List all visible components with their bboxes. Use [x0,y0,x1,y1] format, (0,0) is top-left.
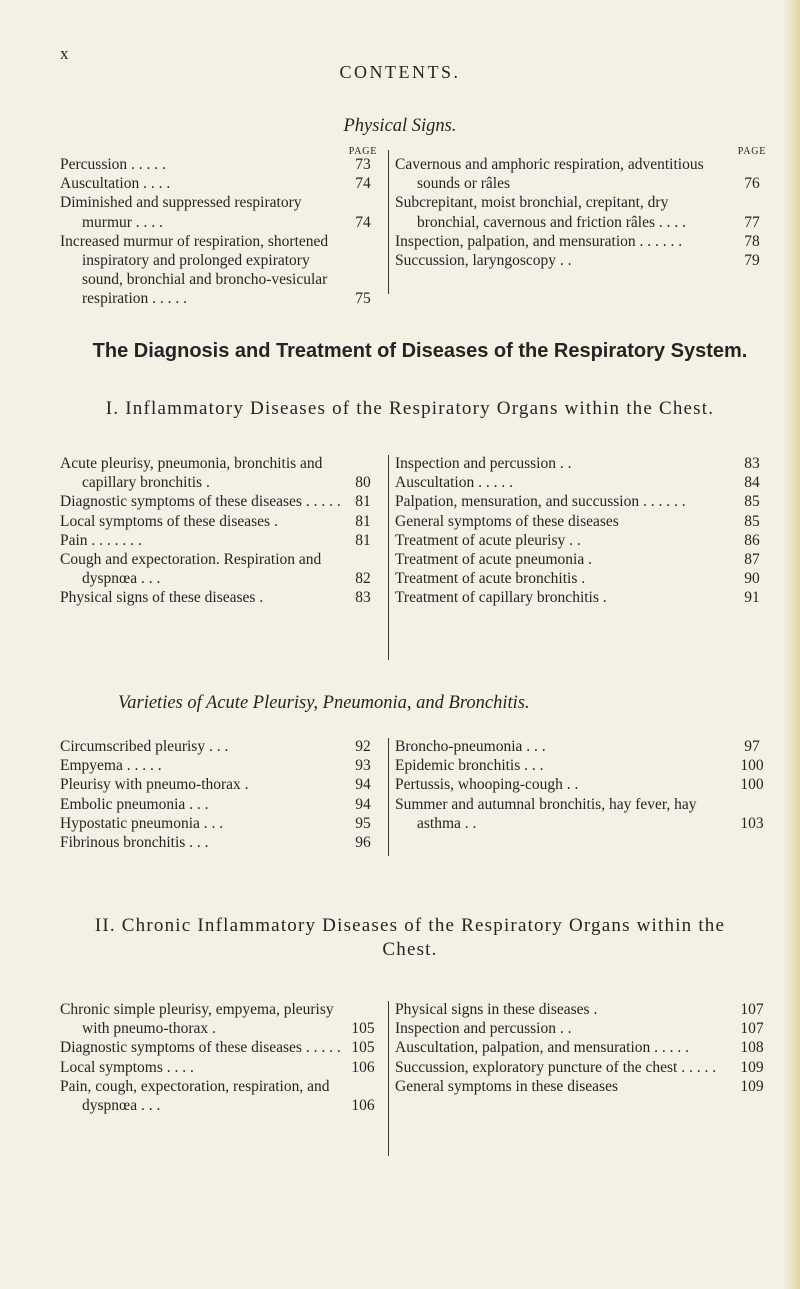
physical-signs-right-column [395,142,772,270]
page-number: 82 [355,570,371,588]
page-number: 86 [744,531,760,549]
page-number: 83 [355,589,371,607]
page-column-label: PAGE [737,146,767,157]
column-divider [388,455,389,660]
toc-entry[interactable]: Succussion, exploratory puncture of the chest . . . . . 109 [395,1058,772,1077]
toc-entry[interactable]: Percussion . . . . . 73 [60,155,383,174]
page-number: 80 [355,474,371,492]
toc-entry[interactable]: Epidemic bronchitis . . . 100 [395,756,772,775]
toc-entry[interactable]: Increased murmur of respiration, shortened inspiratory and prolonged expiratory sound, bronchial and broncho-vesicular respiration . . . . . 75 [60,232,383,309]
toc-entry[interactable]: Diagnostic symptoms of these diseases . . . . . 105 [60,1038,383,1057]
toc-entry[interactable]: Treatment of acute pneumonia . 87 [395,550,772,569]
page-number: 85 [744,493,760,511]
varieties-right-column [395,737,772,833]
page-number: 100 [740,776,764,794]
toc-entry[interactable]: Inspection and percussion . . 107 [395,1019,772,1038]
page-number: 106 [351,1058,375,1076]
page-number: 75 [355,290,371,308]
toc-entry[interactable]: Pertussis, whooping-cough . . 100 [395,775,772,794]
column-divider [388,1001,389,1156]
page-number: 107 [740,1001,764,1018]
running-title: CONTENTS. [339,62,461,82]
page-number: 77 [744,213,760,231]
page-folio: x [60,44,69,63]
page-number: 94 [355,795,371,813]
part-one-heading: I. Inflammatory Diseases of the Respiratory Organs within the Chest. [105,398,715,419]
page-number: 95 [355,814,371,832]
part-one-left-column [60,454,383,608]
page-number: 74 [355,213,371,231]
page-number: 107 [740,1020,764,1038]
physical-signs-title: Physical Signs. [343,116,457,136]
toc-entry[interactable]: Auscultation . . . . 74 [60,174,383,193]
toc-entry[interactable]: Physical signs of these diseases . 83 [60,588,383,607]
toc-entry[interactable]: Inspection, palpation, and mensuration . . . . . . 78 [395,232,772,251]
toc-entry[interactable]: Diminished and suppressed respiratory murmur . . . . 74 [60,193,383,231]
page-number: 90 [744,570,760,588]
page-number: 81 [355,531,371,549]
main-heading: The Diagnosis and Treatment of Diseases of the Respiratory System. [92,340,748,362]
toc-entry[interactable]: Chronic simple pleurisy, empyema, pleurisy with pneumo-thorax . 105 [60,1000,383,1038]
toc-entry[interactable]: Pain . . . . . . . 81 [60,531,383,550]
page-number: 109 [740,1077,764,1095]
page-number: 81 [355,493,371,511]
page-number: 81 [355,512,371,530]
varieties-title: Varieties of Acute Pleurisy, Pneumonia, and Bronchitis. [118,693,530,713]
toc-entry[interactable]: Physical signs in these diseases . 107 [395,1000,772,1019]
toc-entry[interactable]: Palpation, mensuration, and succussion . . . . . . 85 [395,492,772,511]
page-number: 96 [355,834,371,852]
toc-entry[interactable]: Auscultation, palpation, and mensuration . . . . . 108 [395,1038,772,1057]
toc-entry[interactable]: Diagnostic symptoms of these diseases . . . . . 81 [60,492,383,511]
page-number: 91 [744,589,760,607]
page-number: 84 [744,474,760,492]
toc-entry[interactable]: Succussion, laryngoscopy . . 79 [395,251,772,270]
page-number: 83 [744,455,760,472]
page-number: 85 [744,512,760,530]
part-two-right-column [395,1000,772,1096]
toc-entry[interactable]: Hypostatic pneumonia . . . 95 [60,814,383,833]
page-number: 106 [351,1097,375,1115]
page-number: 94 [355,776,371,794]
toc-entry[interactable]: Local symptoms . . . . 106 [60,1058,383,1077]
page-number: 87 [744,551,760,569]
column-divider [388,738,389,856]
toc-entry[interactable]: Acute pleurisy, pneumonia, bronchitis and capillary bronchitis . 80 [60,454,383,492]
physical-signs-left-column [60,142,383,309]
toc-entry[interactable]: Cough and expectoration. Respiration and dyspnœa . . . 82 [60,550,383,588]
toc-entry[interactable]: Broncho-pneumonia . . . 97 [395,737,772,756]
toc-entry[interactable]: Pain, cough, expectoration, respiration, and dyspnœa . . . 106 [60,1077,383,1115]
varieties-left-column [60,737,383,852]
page-number: 76 [744,175,760,193]
toc-entry[interactable]: Auscultation . . . . . 84 [395,473,772,492]
toc-entry[interactable]: Fibrinous bronchitis . . . 96 [60,833,383,852]
page-number: 92 [355,738,371,755]
page-number: 108 [740,1039,764,1057]
toc-entry[interactable]: Empyema . . . . . 93 [60,756,383,775]
toc-entry[interactable]: Circumscribed pleurisy . . . 92 [60,737,383,756]
page-number: 79 [744,252,760,270]
page-number: 109 [740,1058,764,1076]
page-number: 73 [355,156,371,173]
toc-entry[interactable]: Subcrepitant, moist bronchial, crepitant, dry bronchial, cavernous and friction râles . . . . 77 [395,193,772,231]
page-number: 97 [744,738,760,755]
toc-entry[interactable]: Pleurisy with pneumo-thorax . 94 [60,775,383,794]
toc-entry[interactable]: Local symptoms of these diseases . 81 [60,512,383,531]
page-number: 105 [351,1020,375,1038]
page-number: 105 [351,1039,375,1057]
page-number: 74 [355,175,371,193]
page-number: 103 [740,814,764,832]
page-number: 78 [744,232,760,250]
page-column-label: PAGE [348,146,378,157]
page-edge-shadow [782,0,800,1289]
toc-entry[interactable]: Summer and autumnal bronchitis, hay fever, hay asthma . . 103 [395,795,772,833]
toc-entry[interactable]: General symptoms of these diseases 85 [395,512,772,531]
toc-entry[interactable]: Treatment of capillary bronchitis . 91 [395,588,772,607]
part-two-left-column [60,1000,383,1115]
toc-entry[interactable]: Treatment of acute pleurisy . . 86 [395,531,772,550]
toc-entry[interactable]: Cavernous and amphoric respiration, adventitious sounds or râles 76 [395,155,772,193]
part-two-heading: II. Chronic Inflammatory Diseases of the Respiratory Organs within the Chest. [94,915,726,960]
toc-entry[interactable]: Embolic pneumonia . . . 94 [60,795,383,814]
column-divider [388,150,389,294]
toc-entry[interactable]: General symptoms in these diseases 109 [395,1077,772,1096]
toc-entry[interactable]: Treatment of acute bronchitis . 90 [395,569,772,588]
page-number: 100 [740,757,764,775]
part-one-right-column [395,454,772,608]
page-number: 93 [355,757,371,775]
toc-entry[interactable]: Inspection and percussion . . 83 [395,454,772,473]
